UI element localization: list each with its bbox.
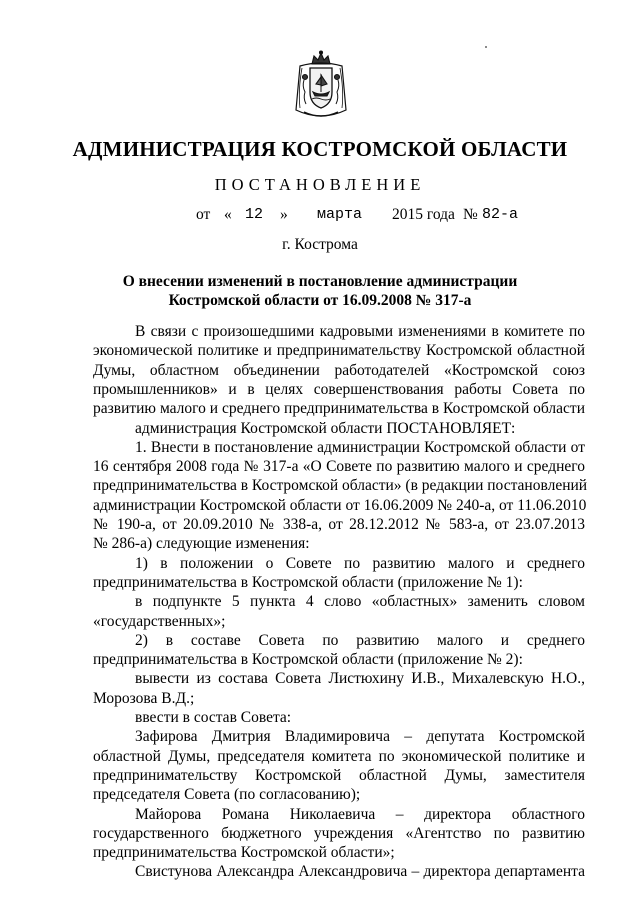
date-day: 12: [245, 206, 264, 223]
body-text-line: председателя Совета (по согласованию);: [93, 786, 361, 804]
body-text-line: вывести из состава Совета Листюхину И.В., Михалевскую Н.О.,: [135, 670, 585, 688]
body-text-line: «государственных»;: [93, 612, 226, 630]
date-month: марта: [317, 206, 363, 223]
body-text-line: администрация Костромской области ПОСТАНОВЛЯЕТ:: [135, 419, 516, 437]
body-text-line: экономической политике и предпринимательству Костромской областной: [93, 342, 585, 360]
body-text-line: № 286-а) следующие изменения:: [93, 535, 310, 553]
date-year: 2015 года: [392, 206, 455, 223]
body-text-line: 1. Внести в постановление администрации Костромской области от: [135, 438, 585, 456]
date-prefix: от: [196, 206, 211, 223]
document-subject: [0, 272, 640, 310]
body-text-line: предпринимательству Костромской областной Думы, заместителя: [93, 766, 585, 784]
body-text-line: Свистунова Александра Александровича – директора департамента: [135, 863, 585, 881]
body-text-line: Зафирова Дмитрия Владимировича – депутата Костромской: [135, 728, 585, 746]
body-text-line: 16 сентября 2008 года № 317-а «О Совете по развитию малого и среднего: [93, 458, 585, 476]
body-text-line: администрации Костромской области от 16.06.2009 № 240-а, от 11.06.2010: [93, 496, 587, 514]
document-number: 82-а: [482, 206, 519, 223]
subject-line: Костромской области от 16.09.2008 № 317-а: [168, 292, 472, 309]
date-line: [0, 206, 640, 228]
document-type: ПОСТАНОВЛЕНИЕ: [214, 175, 426, 194]
date-quote-close: »: [280, 206, 288, 223]
body-text-line: Думы, областном объединении работодателей «Костромской союз: [93, 361, 585, 379]
body-text-line: предпринимательства в Костромской области (приложение № 2):: [93, 651, 523, 669]
date-quote-open: «: [224, 206, 232, 223]
body-text-line: предпринимательства в Костромской области» (в редакции постановлений: [93, 477, 588, 495]
body-text-line: государственного бюджетного учреждения «Агентство по развитию: [93, 824, 585, 842]
organization-title: АДМИНИСТРАЦИЯ КОСТРОМСКОЙ ОБЛАСТИ: [72, 137, 568, 161]
scan-speck: [485, 46, 487, 48]
body-text-line: ввести в состав Совета:: [135, 709, 292, 726]
city-line: г. Кострома: [282, 236, 358, 253]
body-text-line: В связи с произошедшими кадровыми изменениями в комитете по: [135, 323, 585, 340]
body-text-line: предпринимательства в Костромской области (приложение № 1):: [93, 573, 523, 591]
body-text-line: Морозова В.Д.;: [93, 689, 195, 707]
number-sign: №: [463, 206, 478, 223]
body-text-line: 1) в положении о Совете по развитию малого и среднего: [135, 554, 585, 572]
body-text-line: 2) в составе Совета по развитию малого и среднего: [135, 631, 585, 649]
body-text-line: развитию малого и среднего предпринимательства в Костромской области: [93, 400, 585, 418]
body-text-line: областной Думы, председателя комитета по экономической политике и: [93, 747, 585, 765]
body-text-line: промышленников» и в целях совершенствования работы Совета по: [93, 380, 585, 398]
body-text-line: в подпункте 5 пункта 4 слово «областных» заменить словом: [135, 593, 585, 611]
subject-line: О внесении изменений в постановление администрации: [122, 273, 518, 290]
body-text-line: № 190-а, от 20.09.2010 № 338-а, от 28.12.2012 № 583-а, от 23.07.2013: [93, 516, 585, 533]
body-text-line: Майорова Романа Николаевича – директора областного: [135, 805, 585, 823]
coat-of-arms-emblem: [290, 50, 352, 124]
body-text-line: предпринимательства Костромской области»;: [93, 844, 395, 862]
